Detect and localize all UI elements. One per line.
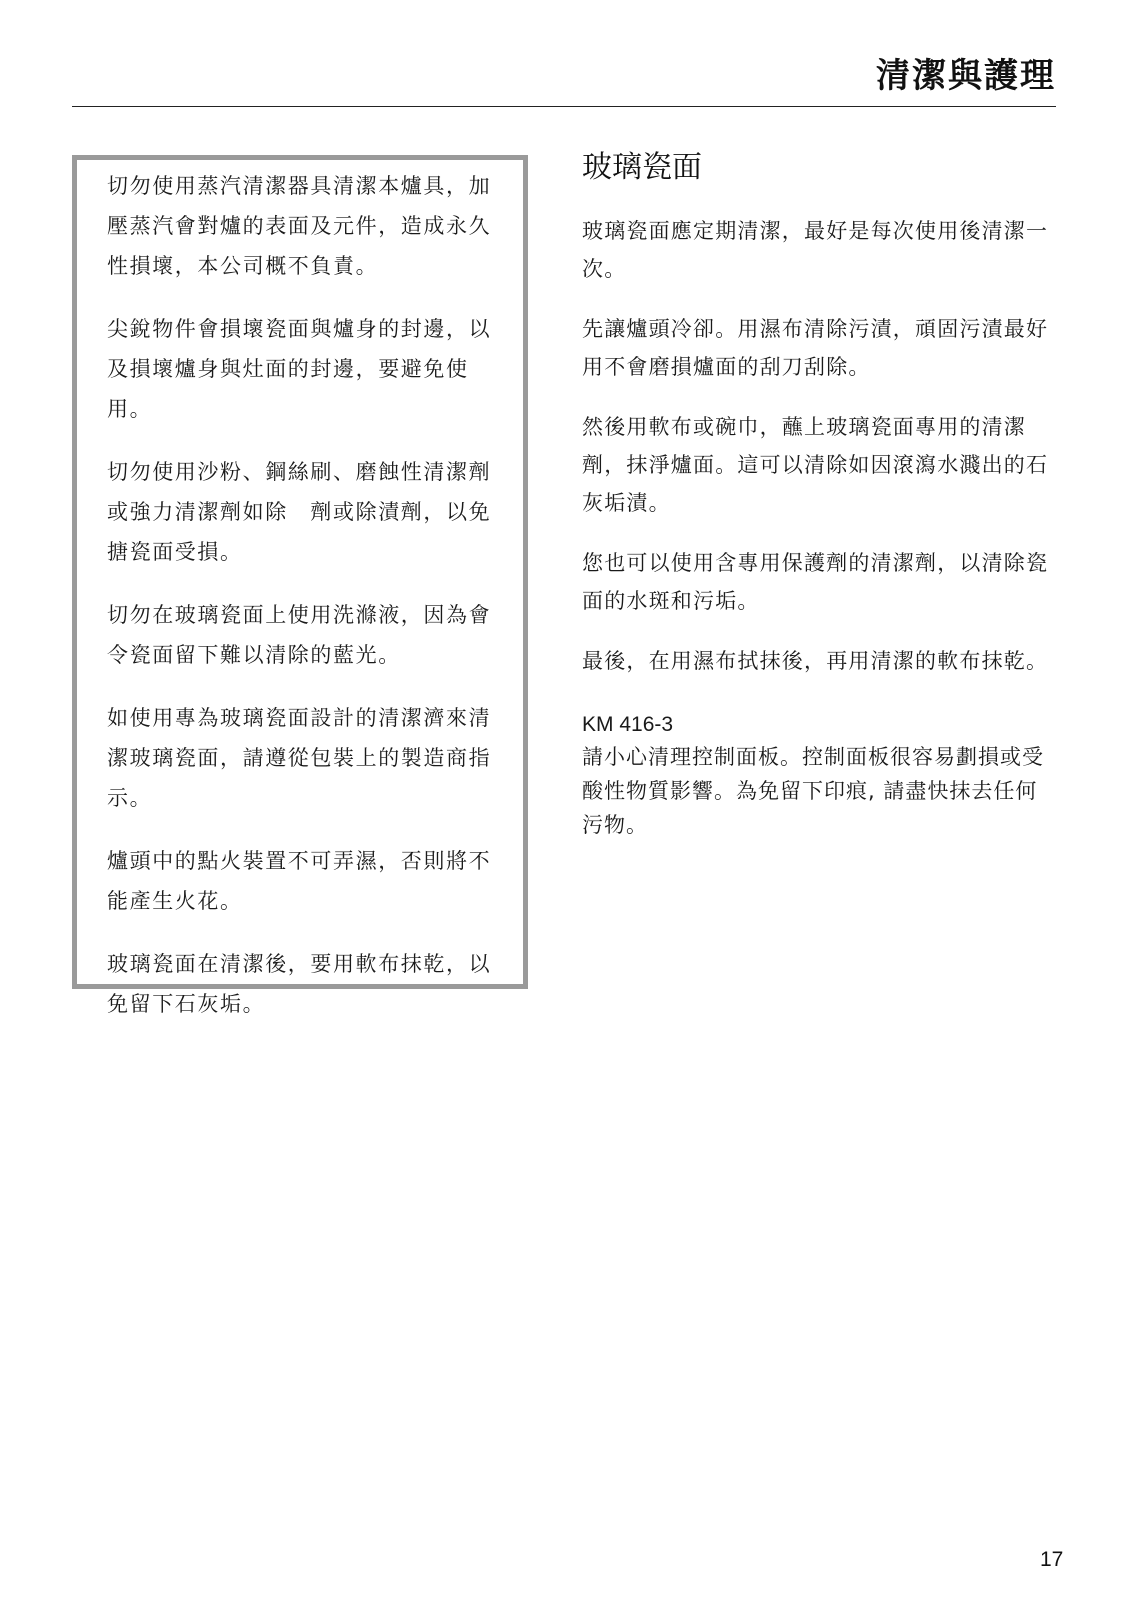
page-header — [72, 0, 1056, 108]
warning-paragraph: 切勿使用蒸汽清潔器具清潔本爐具，加壓蒸汽會對爐的表面及元件，造成永久性損壞，本公司概不負責。 — [107, 174, 492, 278]
body-paragraph: 先讓爐頭冷卻。用濕布清除污漬，頑固污漬最好用不會磨損爐面的刮刀刮除。 — [582, 317, 1049, 379]
warning-paragraph: 爐頭中的點火裝置不可弄濕，否則將不能產生火花。 — [107, 849, 492, 913]
body-paragraph: 最後，在用濕布拭抹後，再用清潔的軟布抹乾。 — [582, 649, 1049, 673]
warning-paragraph: 切勿在玻璃瓷面上使用洗滌液，因為會令瓷面留下難以清除的藍光。 — [107, 603, 492, 667]
warning-box — [72, 155, 528, 1016]
body-paragraph: 玻璃瓷面應定期清潔，最好是每次使用後清潔一次。 — [582, 219, 1049, 281]
warning-paragraph: 玻璃瓷面在清潔後，要用軟布抹乾，以免留下石灰垢。 — [107, 952, 492, 1016]
body-paragraph: 然後用軟布或碗巾，蘸上玻璃瓷面專用的清潔劑，抹淨爐面。這可以清除如因滾瀉水濺出的石灰垢漬。 — [582, 415, 1049, 515]
warning-paragraph: 切勿使用沙粉、鋼絲刷、磨蝕性清潔劑或強力清潔劑如除 劑或除漬劑，以免搪瓷面受損。 — [107, 460, 492, 564]
page-number: 17 — [1040, 1548, 1064, 1571]
header-divider — [72, 106, 1056, 107]
content-column — [582, 146, 1058, 842]
section-heading: 玻璃瓷面 — [582, 150, 702, 185]
warning-paragraph: 尖銳物件會損壞瓷面與爐身的封邊，以及損壞爐身與灶面的封邊，要避免使用。 — [107, 317, 492, 421]
page-title: 清潔與護理 — [876, 56, 1056, 96]
model-note — [582, 710, 1058, 842]
body-paragraph: 您也可以使用含專用保護劑的清潔劑，以清除瓷面的水斑和污垢。 — [582, 551, 1049, 613]
model-label: KM 416-3 — [582, 713, 674, 736]
model-note-text: 請小心清理控制面板。控制面板很容易劃損或受酸性物質影響。為免留下印痕, 請盡快抹去任何污物。 — [582, 745, 1044, 837]
warning-paragraph: 如使用專為玻璃瓷面設計的清潔濟來清潔玻璃瓷面，請遵從包裝上的製造商指示。 — [107, 706, 492, 810]
